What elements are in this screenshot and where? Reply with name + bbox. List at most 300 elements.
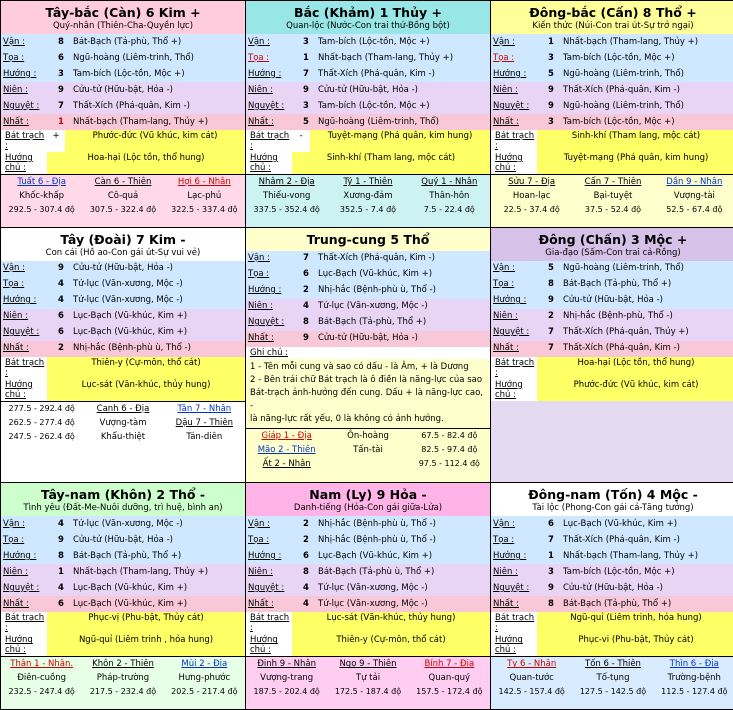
footer-name: Hưng-phước bbox=[178, 673, 231, 684]
battrach-label: Bát trạch : bbox=[1, 130, 47, 152]
huongchu-value: Lục-sát (Văn-khúc, thủy hung) bbox=[47, 379, 245, 401]
battrach-value: Ngũ-quỉ (Liêm trinh, hỏa hung) bbox=[537, 612, 733, 634]
row-label: Tọa : bbox=[493, 279, 515, 290]
footer-name: Pháp-trường bbox=[96, 673, 150, 684]
row-number: 5 bbox=[548, 68, 554, 79]
footer-dir: Đinh 9 - Nhân bbox=[257, 659, 316, 670]
footer-degrees: 247.5 - 262.4 độ bbox=[8, 431, 75, 441]
row-label: Vận : bbox=[3, 36, 25, 47]
row-label: Nguyệt : bbox=[493, 327, 530, 338]
row-number: 6 bbox=[303, 269, 309, 280]
row-desc: Bát-Bạch (Tả-phù, Thổ +) bbox=[563, 279, 672, 290]
row-label: Nhất : bbox=[248, 333, 274, 344]
footer-dir: Cấn 7 - Thiên bbox=[584, 177, 642, 187]
battrach-sign: - bbox=[292, 130, 310, 152]
row-number: 9 bbox=[548, 295, 554, 306]
row-desc: Lục-Bạch (Vũ-khúc, Kim +) bbox=[73, 327, 188, 338]
row-number: 9 bbox=[58, 84, 64, 95]
row-label: Hướng : bbox=[493, 550, 527, 561]
row-label: Niên : bbox=[3, 566, 28, 577]
row-number: 6 bbox=[58, 598, 64, 609]
row-desc: Nhị-hắc (Bệnh-phù ù, Thổ -) bbox=[318, 285, 436, 296]
row-desc: Tứ-lục (Văn-xương, Mộc -) bbox=[73, 295, 183, 306]
footer-name: Trường-bệnh bbox=[667, 673, 721, 684]
ghichu-line: là năng-lực rất yếu, 0 là không có ảnh hưởng. bbox=[250, 413, 444, 424]
battrach-label: Bát trạch : bbox=[491, 130, 537, 152]
footer-dir: Ngọ 9 - Thiên bbox=[339, 659, 397, 670]
cell-subtitle: Quan-lộc (Nước-Con trai thứ-Bồng bột) bbox=[246, 21, 490, 34]
row-label: Nguyệt : bbox=[493, 582, 530, 593]
row-number: 9 bbox=[303, 84, 309, 95]
row-number: 8 bbox=[303, 317, 309, 328]
star-rows bbox=[491, 34, 733, 130]
row-number: 6 bbox=[58, 311, 64, 322]
row-label: Tọa : bbox=[248, 52, 270, 63]
row-label: Nguyệt : bbox=[248, 582, 285, 593]
row-desc: Bát-Bạch (Tả-phù, Thổ +) bbox=[318, 317, 427, 328]
footer-degrees: 127.5 - 142.5 độ bbox=[579, 687, 647, 697]
row-desc: Lục-Bạch (Vũ-khúc, Kim +) bbox=[73, 582, 188, 593]
row-label: Nguyệt : bbox=[3, 582, 40, 593]
footer-degrees: 232.5 - 247.4 độ bbox=[8, 687, 75, 697]
star-rows bbox=[1, 261, 245, 357]
row-label: Nhất : bbox=[3, 343, 29, 354]
row-number: 3 bbox=[548, 52, 554, 63]
row-label: Niên : bbox=[493, 84, 518, 95]
row-desc: Nhị-hắc (Bệnh-phù ù, Thổ -) bbox=[318, 518, 436, 529]
row-label: Niên : bbox=[248, 84, 273, 95]
footer-dir: Sửu 7 - Địa bbox=[508, 177, 556, 187]
row-number: 1 bbox=[548, 36, 554, 47]
row-desc: Nhất-bạch (Tham-lang, Thủy +) bbox=[563, 550, 699, 561]
footer-dir: Tuất 6 - Địa bbox=[17, 177, 66, 187]
footer-name bbox=[327, 457, 408, 471]
cell-title: Bắc (Khảm) 1 Thủy + bbox=[246, 1, 490, 21]
footer-degrees: 202.5 - 217.4 độ bbox=[171, 687, 238, 697]
row-desc: Thất-Xích (Phá-quân, Kim -) bbox=[563, 343, 680, 354]
row-label: Hướng : bbox=[248, 68, 282, 79]
row-desc: Thất-Xích (Phá-quân, Kim -) bbox=[73, 100, 190, 111]
row-desc: Lục-Bạch (Vũ-khúc, Kim +) bbox=[563, 518, 678, 529]
row-desc: Nhị-hắc (Bệnh-phù ù, Thổ -) bbox=[318, 534, 436, 545]
battrach-sign: + bbox=[47, 130, 65, 152]
cell-subtitle: Con cái (Hồ ao-Con gái út-Sự vui vẻ) bbox=[1, 248, 245, 261]
battrach-label: Bát trạch : bbox=[246, 130, 292, 152]
footer-name: Khẩu-thiệt bbox=[100, 431, 146, 442]
footer-degrees: 37.5 - 52.4 độ bbox=[584, 205, 642, 214]
row-desc: Cửu-tử (Hữu-bật, Hỏa -) bbox=[563, 582, 663, 593]
footer-degrees: 112.5 - 127.4 độ bbox=[661, 687, 728, 697]
row-desc: Bát-Bạch (Tả-phù ù, Thổ +) bbox=[318, 566, 435, 577]
row-number: 4 bbox=[303, 598, 309, 609]
battrach-label: Bát trạch : bbox=[491, 357, 537, 379]
footer-name: Lạc-phủ bbox=[187, 191, 222, 201]
cell-title: Tây-bắc (Càn) 6 Kim + bbox=[1, 1, 245, 21]
cell-subtitle: Kiến thức (Núi-Con trai út-Sự trở ngại) bbox=[491, 21, 733, 34]
row-number: 7 bbox=[548, 327, 554, 338]
row-number: 3 bbox=[58, 68, 64, 79]
row-desc: Bát-Bạch (Tả-phù, Thổ +) bbox=[73, 36, 182, 47]
footer-dir: Tý 1 - Thiên bbox=[343, 177, 393, 187]
footer-degrees: 352.5 - 7.4 độ bbox=[339, 205, 397, 214]
row-label: Nguyệt : bbox=[248, 317, 285, 328]
row-label: Tọa : bbox=[248, 269, 270, 280]
footer-dir: Tân 7 - Nhân bbox=[177, 403, 232, 414]
row-number: 7 bbox=[303, 253, 309, 264]
footer-dir: Càn 6 - Thiên bbox=[94, 177, 152, 187]
row-label: Hướng : bbox=[248, 285, 282, 296]
footer-name: Tố-tụng bbox=[596, 673, 630, 684]
row-label: Tọa : bbox=[3, 52, 25, 63]
star-rows bbox=[1, 516, 245, 612]
row-desc: Tam-bích (Lộc-tồn, Mộc +) bbox=[563, 116, 675, 127]
star-rows bbox=[246, 516, 490, 612]
row-desc: Tam-bích (Lộc-tồn, Mộc +) bbox=[563, 566, 675, 577]
footer-degrees: 142.5 - 157.4 độ bbox=[498, 687, 565, 697]
battrach-label: Bát trạch : bbox=[246, 612, 292, 634]
row-number: 8 bbox=[548, 279, 554, 290]
footer-degrees: 322.5 - 337.4 độ bbox=[171, 205, 238, 214]
row-desc: Tứ-lục (Văn-xương, Mộc -) bbox=[318, 598, 428, 609]
footer-dir: Bính 7 - Địa bbox=[424, 659, 475, 670]
huongchu-value: Tuyệt-mạng (Phá quân, kim hung) bbox=[537, 152, 733, 174]
cell-subtitle: Quý-nhân (Thiên-Cha-Quyền lực) bbox=[1, 21, 245, 34]
footer-name: Vượng-trang bbox=[260, 673, 314, 684]
row-number: 6 bbox=[303, 550, 309, 561]
row-number: 2 bbox=[303, 285, 309, 296]
row-number: 6 bbox=[548, 518, 554, 529]
footer-dir: Khôn 2 - Thiên bbox=[92, 659, 154, 670]
footer-name: Tán-diên bbox=[186, 431, 223, 442]
huongchu-label: Hướng chủ : bbox=[491, 152, 537, 174]
huongchu-label: Hướng chủ : bbox=[246, 634, 292, 656]
footer-name: Tấn-tài bbox=[353, 444, 383, 455]
row-label: Vận : bbox=[3, 263, 25, 274]
row-desc: Thất-Xích (Phá-quân, Kim -) bbox=[563, 84, 680, 95]
ghichu-notes bbox=[246, 359, 490, 428]
row-label: Hướng : bbox=[493, 68, 527, 79]
row-number: 8 bbox=[303, 566, 309, 577]
cell-title: Tây (Đoài) 7 Kim - bbox=[1, 228, 245, 248]
footer-dir: Tỵ 6 - Nhân bbox=[507, 659, 557, 670]
footer-degrees: 7.5 - 22.4 độ bbox=[423, 205, 475, 214]
cell-title: Nam (Ly) 9 Hỏa - bbox=[246, 483, 490, 503]
footer-degrees: 52.5 - 67.4 độ bbox=[666, 205, 723, 214]
row-desc: Tam-bích (Lộc-tồn, Mộc +) bbox=[73, 68, 185, 79]
battrach-value: Phục-vị (Phu-bật, Thủy cát) bbox=[47, 612, 245, 634]
footer-name: Điên-cuồng bbox=[17, 673, 66, 684]
row-label: Hướng : bbox=[3, 295, 37, 306]
row-label: Tọa : bbox=[493, 534, 515, 545]
row-number: 9 bbox=[548, 100, 554, 111]
row-desc: Cửu-tử (Hữu-bật, Hỏa -) bbox=[318, 84, 418, 95]
row-label: Nhất : bbox=[493, 598, 519, 609]
row-desc: Bát-Bạch (Tả-phù, Thổ +) bbox=[563, 598, 672, 609]
footer-dir: Nhâm 2 - Địa bbox=[258, 177, 315, 187]
footer-degrees: 337.5 - 352.4 độ bbox=[253, 205, 320, 214]
footer-degrees: 67.5 - 82.4 độ bbox=[421, 430, 478, 440]
row-desc: Thất-Xích (Phá-quân, Kim -) bbox=[318, 253, 435, 264]
footer-name: Xương-đảm bbox=[343, 191, 393, 201]
row-label: Niên : bbox=[248, 301, 273, 312]
row-number: 3 bbox=[548, 116, 554, 127]
huongchu-label: Hướng chủ : bbox=[1, 634, 47, 656]
footer-dir: Quý 1 - Nhân bbox=[421, 177, 478, 187]
row-desc: Thất-Xích (Phá-quân, Thủy +) bbox=[563, 327, 689, 338]
row-label: Niên : bbox=[493, 566, 518, 577]
huongchu-value: Phục-vi (Phu-bật, Thủy cát) bbox=[537, 634, 733, 656]
battrach-value: Lục-sát (Văn-khúc, thủy hung) bbox=[292, 612, 490, 634]
footer-name: Vượng-tài bbox=[673, 191, 715, 201]
row-label: Nhất : bbox=[493, 343, 519, 354]
row-label: Hướng : bbox=[3, 68, 37, 79]
row-number: 9 bbox=[58, 263, 64, 274]
cell-trung-cung bbox=[246, 227, 491, 483]
battrach-value: Hoa-hại (Lộc tồn, thổ hung) bbox=[537, 357, 733, 379]
row-label: Hướng : bbox=[248, 550, 282, 561]
footer-degrees: 277.5 - 292.4 độ bbox=[8, 403, 75, 413]
row-label: Nhất : bbox=[3, 116, 29, 127]
footer-name: Tự tải bbox=[355, 673, 381, 684]
row-label: Vận : bbox=[3, 518, 25, 529]
row-label: Hướng : bbox=[3, 550, 37, 561]
row-desc: Lục-Bạch (Vũ-khúc, Kim +) bbox=[73, 598, 188, 609]
row-number: 8 bbox=[58, 36, 64, 47]
row-number: 5 bbox=[303, 116, 309, 127]
row-number: 4 bbox=[58, 279, 64, 290]
footer-name: Bại-tuyệt bbox=[593, 191, 633, 201]
row-number: 4 bbox=[58, 295, 64, 306]
row-label: Niên : bbox=[493, 311, 518, 322]
row-desc: Ngũ-hoàng (Liêm-trinh, Thổ) bbox=[73, 52, 194, 63]
footer-dir: Canh 6 - Địa bbox=[96, 403, 150, 414]
row-number: 4 bbox=[303, 582, 309, 593]
ghichu-line: 2 - Bên trái chữ Bát trạch là ô điền là năng-lực của sao bbox=[250, 374, 483, 385]
row-desc: Ngũ-hoàng (Liêm-trinh, Thổ) bbox=[563, 263, 684, 274]
row-desc: Cửu-tử (Hữu-bật, Hỏa -) bbox=[73, 84, 173, 95]
cell-subtitle: Tình yêu (Đất-Me-Nuôi dưỡng, trì huệ, bình an) bbox=[1, 503, 245, 516]
battrach-label: Bát trạch : bbox=[491, 612, 537, 634]
row-desc: Thất-Xích (Phá-quân, Kim -) bbox=[318, 68, 435, 79]
row-label: Niên : bbox=[3, 311, 28, 322]
footer-degrees: 97.5 - 112.4 độ bbox=[418, 458, 480, 468]
row-desc: Ngũ-hoàng (Liêm-trinh, Thổ) bbox=[318, 116, 439, 127]
row-label: Tọa : bbox=[3, 534, 25, 545]
row-number: 7 bbox=[303, 68, 309, 79]
row-number: 3 bbox=[303, 36, 309, 47]
row-number: 9 bbox=[58, 534, 64, 545]
row-number: 1 bbox=[58, 566, 64, 577]
huongchu-value: Hoa-hại (Lộc tồn, thổ hung) bbox=[47, 152, 245, 174]
row-label: Tọa : bbox=[248, 534, 270, 545]
row-desc: Nhất-bạch (Tham-lang, Thủy +) bbox=[73, 116, 209, 127]
row-label: Niên : bbox=[3, 84, 28, 95]
footer-name: Hoan-lạc bbox=[512, 191, 551, 201]
star-rows bbox=[246, 251, 490, 347]
row-label: Nhất : bbox=[493, 116, 519, 127]
footer-degrees: 292.5 - 307.4 độ bbox=[8, 205, 75, 214]
footer-name: Ôn-hoàng bbox=[347, 430, 389, 441]
row-desc: Cửu-tử (Hữu-bật, Hỏa -) bbox=[563, 295, 663, 306]
row-desc: Ngũ-hoàng (Liêm-trinh, Thổ) bbox=[563, 68, 684, 79]
row-label: Vận : bbox=[493, 518, 515, 529]
row-label: Nguyệt : bbox=[248, 100, 285, 111]
row-number: 7 bbox=[548, 534, 554, 545]
row-desc: Tứ-lục (Văn-xương, Mộc -) bbox=[318, 301, 428, 312]
footer-name: Quan-quý bbox=[428, 673, 471, 684]
row-label: Hướng : bbox=[493, 295, 527, 306]
huongchu-label: Hướng chủ : bbox=[1, 152, 47, 174]
row-desc: Lục-Bạch (Vũ-khúc, Kim +) bbox=[318, 269, 433, 280]
ghichu-line: 1 - Tên mỗi cung và sao có dấu - là Âm, + là Dương bbox=[250, 361, 469, 372]
row-desc: Nhị-hắc (Bệnh-phù, Thổ -) bbox=[563, 311, 673, 322]
cell-tay-nam bbox=[1, 483, 246, 710]
battrach-value: Tuyệt-mạng (Phá quân, kim hung) bbox=[310, 130, 490, 152]
footer-name: Thiếu-vong bbox=[262, 191, 311, 201]
cell-subtitle: Gia-đạo (Sấm-Con trai cả-Rồng) bbox=[491, 248, 733, 261]
row-label: Vận : bbox=[248, 253, 270, 264]
row-label: Vận : bbox=[493, 36, 515, 47]
cell-title: Tây-nam (Khôn) 2 Thổ - bbox=[1, 483, 245, 503]
battrach-value: Thiên-y (Cự-môn, thổ cát) bbox=[47, 357, 245, 379]
row-number: 2 bbox=[58, 343, 64, 354]
row-label: Vận : bbox=[248, 518, 270, 529]
row-desc: Lục-Bạch (Vũ-khúc, Kim +) bbox=[73, 311, 188, 322]
huongchu-value: Ngũ-quỉ (Liêm trinh , hỏa hung) bbox=[47, 634, 245, 656]
footer-dir: Giáp 1 - Địa bbox=[261, 430, 312, 441]
row-number: 5 bbox=[548, 263, 554, 274]
battrach-label: Bát trạch : bbox=[1, 357, 47, 379]
row-desc: Tam-bích (Lộc-tồn, Mộc +) bbox=[318, 100, 430, 111]
row-label: Vận : bbox=[493, 263, 515, 274]
row-label: Nguyệt : bbox=[3, 327, 40, 338]
row-label: Nhất : bbox=[248, 598, 274, 609]
row-number: 2 bbox=[303, 518, 309, 529]
battrach-label: Bát trạch : bbox=[1, 612, 47, 634]
footer-degrees: 172.5 - 187.4 độ bbox=[334, 687, 402, 697]
footer-degrees: 157.5 - 172.4 độ bbox=[416, 687, 483, 697]
huongchu-value: Sinh-khí (Tham lang, mộc cát) bbox=[292, 152, 490, 174]
huongchu-value: Thiên-y (Cự-môn, thổ cát) bbox=[292, 634, 490, 656]
row-desc: Cửu-tử (Hữu-bật, Hỏa -) bbox=[73, 534, 173, 545]
row-number: 9 bbox=[303, 333, 309, 344]
cell-bac bbox=[246, 1, 491, 228]
huongchu-label: Hướng chủ : bbox=[491, 634, 537, 656]
battrach-value: Sinh-khí (Tham lang, mộc cát) bbox=[537, 130, 733, 152]
footer-dir: Thân 1 - Nhân. bbox=[10, 659, 74, 670]
row-label: Niên : bbox=[248, 566, 273, 577]
footer-name: Thân-hôn bbox=[429, 191, 470, 201]
row-label: Nhất : bbox=[3, 598, 29, 609]
row-number: 4 bbox=[58, 518, 64, 529]
footer-dir: Mùi 2 - Địa bbox=[181, 659, 228, 670]
row-desc: Thất-Xích (Phá-quân, Kim -) bbox=[563, 534, 680, 545]
footer-dir: Dần 9 - Nhân bbox=[666, 177, 723, 187]
cell-title: Đông-nam (Tốn) 4 Mộc - bbox=[491, 483, 733, 503]
row-number: 4 bbox=[58, 582, 64, 593]
row-number: 7 bbox=[548, 343, 554, 354]
row-desc: Ngũ-hoàng (Liêm-trinh, Thổ) bbox=[563, 100, 684, 111]
row-desc: Nhất-bạch (Tham-lang, Thủy +) bbox=[73, 566, 209, 577]
huongchu-label: Hướng chủ : bbox=[246, 152, 292, 174]
star-rows bbox=[491, 261, 733, 357]
row-number: 9 bbox=[548, 84, 554, 95]
cell-dong-nam bbox=[491, 483, 733, 710]
footer-dir: Hợi 6 - Nhân bbox=[177, 177, 231, 187]
row-label: Nguyệt : bbox=[493, 100, 530, 111]
huongchu-value: Phước-đức (Vũ khúc, kim cát) bbox=[537, 379, 733, 401]
row-label: Nguyệt : bbox=[3, 100, 40, 111]
row-label: Tọa : bbox=[3, 279, 25, 290]
cell-title: Đông-bắc (Cấn) 8 Thổ + bbox=[491, 1, 733, 21]
cell-tay bbox=[1, 227, 246, 483]
footer-degrees: 187.5 - 202.4 độ bbox=[253, 687, 320, 697]
row-desc: Tứ-lục (Văn-xương, Mộc -) bbox=[318, 582, 428, 593]
star-rows bbox=[246, 34, 490, 130]
row-number: 9 bbox=[548, 582, 554, 593]
row-number: 6 bbox=[58, 52, 64, 63]
huongchu-label: Hướng chủ : bbox=[1, 379, 47, 401]
footer-name: Khốc-khấp bbox=[19, 191, 65, 201]
row-desc: Bát-Bạch (Tả-phù, Thổ +) bbox=[73, 550, 182, 561]
row-label: Vận : bbox=[248, 36, 270, 47]
battrach-value: Phước-đức (Vũ khúc, kim cát) bbox=[65, 130, 245, 152]
row-desc: Tứ-lục (Văn-xương, Mộc -) bbox=[73, 279, 183, 290]
footer-degrees: 262.5 - 277.4 độ bbox=[8, 417, 75, 427]
star-rows bbox=[491, 516, 733, 612]
star-rows bbox=[1, 34, 245, 130]
ghichu-line: Bát-trạch ảnh-hưởng đến cung. Dấu + là năng-lực cao, - bbox=[250, 387, 484, 411]
row-desc: Nhất-bạch (Tham-lang, Thủy +) bbox=[563, 36, 699, 47]
row-number: 1 bbox=[548, 550, 554, 561]
footer-dir: Dậu 7 - Thiên bbox=[175, 417, 233, 428]
huongchu-label: Hướng chủ : bbox=[491, 379, 537, 401]
footer-degrees: 307.5 - 322.4 độ bbox=[89, 205, 157, 214]
footer-name: Quan-tước bbox=[509, 673, 554, 684]
row-desc: Tam-bích (Lộc-tồn, Mộc +) bbox=[318, 36, 430, 47]
cell-subtitle: Danh-tiếng (Hỏa-Con gái giữa-Lửa) bbox=[246, 503, 490, 516]
row-number: 2 bbox=[548, 311, 554, 322]
row-desc: Tứ-lục (Văn-xương, Mộc -) bbox=[73, 518, 183, 529]
footer-dir: Mão 2 - Thiên bbox=[257, 444, 316, 455]
row-desc: Tam-bích (Lộc-tồn, Mộc +) bbox=[563, 52, 675, 63]
cell-nam bbox=[246, 483, 491, 710]
footer-dir: Thìn 6 - Địa bbox=[669, 659, 719, 670]
row-number: 1 bbox=[303, 52, 309, 63]
footer-dir: Ất 2 - Nhân bbox=[262, 458, 311, 469]
row-number: 3 bbox=[303, 100, 309, 111]
cell-tay-bac bbox=[1, 1, 246, 228]
cell-title: Trung-cung 5 Thổ bbox=[246, 228, 490, 248]
row-label: Tọa : bbox=[493, 52, 515, 63]
row-desc: Cửu-tử (Hữu-bật, Hỏa -) bbox=[318, 333, 418, 344]
row-label: Nhất : bbox=[248, 116, 274, 127]
cell-dong-bac bbox=[491, 1, 733, 228]
footer-degrees: 22.5 - 37.4 độ bbox=[503, 205, 560, 214]
footer-degrees: 217.5 - 232.4 độ bbox=[89, 687, 157, 697]
footer-degrees: 82.5 - 97.4 độ bbox=[421, 444, 478, 454]
row-number: 8 bbox=[548, 598, 554, 609]
row-number: 8 bbox=[58, 550, 64, 561]
row-number: 2 bbox=[303, 534, 309, 545]
row-number: 3 bbox=[548, 566, 554, 577]
row-desc: Cửu-tử (Hữu-bật, Hỏa -) bbox=[73, 263, 173, 274]
row-number: 6 bbox=[58, 327, 64, 338]
row-number: 4 bbox=[303, 301, 309, 312]
cell-title: Đông (Chấn) 3 Mộc + bbox=[491, 228, 733, 248]
footer-name: Cô-quả bbox=[107, 191, 139, 201]
cell-dong bbox=[491, 227, 733, 483]
